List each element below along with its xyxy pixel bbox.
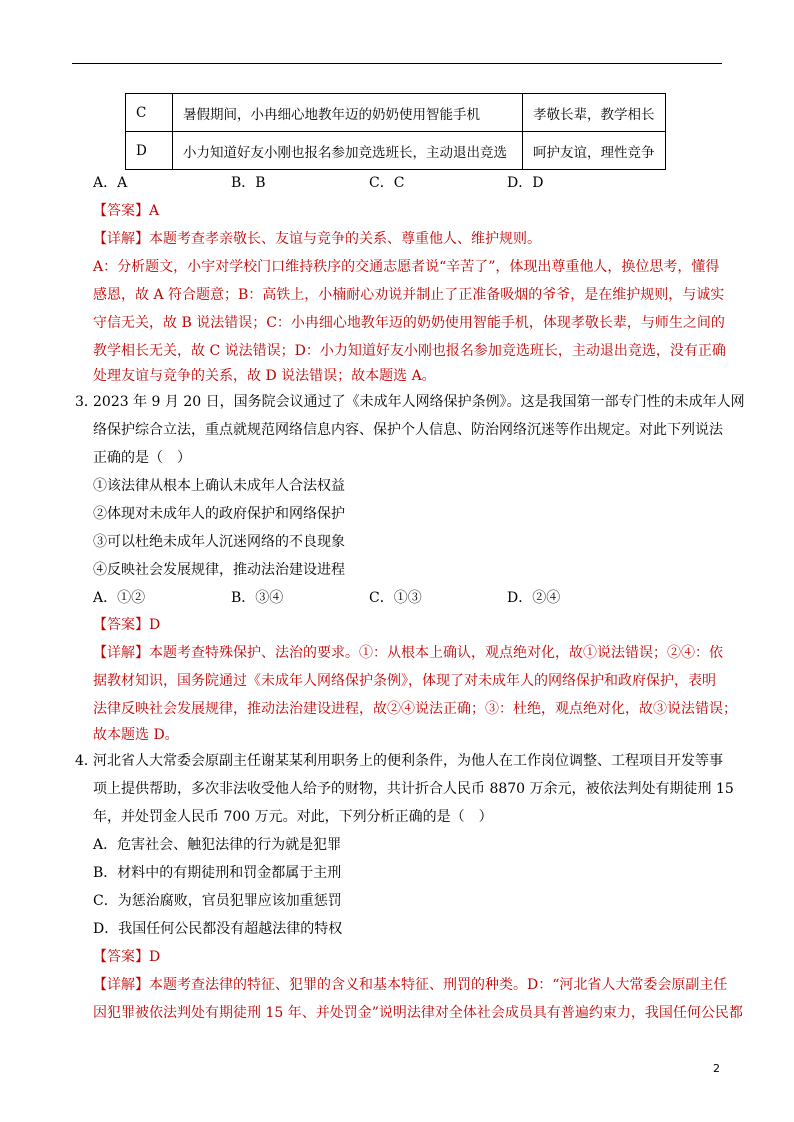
table-row (126, 132, 666, 170)
q4-detail-line: 因犯罪被依法判处有期徒刑 15 年、并处罚金”说明法律对全体社会成员具有普遍约束力，我国任何公民都 (93, 1005, 743, 1021)
table-cell-value: 孝敬长辈，教学相长 (523, 94, 666, 132)
q3-stem-line: 正确的是（ ） (93, 450, 191, 466)
q3-detail-line: 法律反映社会发展规律，推动法治建设进程，故②④说法正确；③：杜绝，观点绝对化，故③说法错误； (93, 701, 737, 717)
q3-answer: 【答案】D (93, 617, 161, 633)
q3-option: ①该法律从根本上确认未成年人合法权益 (93, 478, 345, 494)
q3-detail-line: 故本题选 D。 (93, 727, 179, 743)
q4-option: B．材料中的有期徒刑和罚金都属于主刑 (93, 865, 342, 881)
q3-choices (93, 588, 645, 608)
choice-d: D．②④ (507, 590, 561, 606)
q3-number: 3． (75, 394, 98, 410)
table-cell-event: 暑假期间，小冉细心地教年迈的奶奶使用智能手机 (173, 94, 523, 132)
q4-detail-line: 【详解】本题考查法律的特征、犯罪的含义和基本特征、刑罚的种类。D：“河北省人大常委会原副主任 (93, 977, 728, 993)
q2-detail-line: A：分析题文，小宇对学校门口维持秩序的交通志愿者说“辛苦了”，体现出尊重他人，换位思考，懂得 (93, 259, 720, 275)
q2-answer: 【答案】A (93, 203, 160, 219)
q4-stem-line: 河北省人大常委会原副主任谢某某利用职务上的便利条件，为他人在工作岗位调整、工程项目开发等事 (93, 753, 723, 769)
q3-option: ③可以杜绝未成年人沉迷网络的不良现象 (93, 534, 345, 550)
choice-a: A．①② (93, 590, 146, 606)
q2-detail-line: 守信无关，故 B 说法错误；C：小冉细心地教年迈的奶奶使用智能手机，体现孝敬长辈，与师生之间的 (93, 315, 725, 331)
choice-a: A．A (93, 175, 128, 191)
q3-option: ④反映社会发展规律，推动法治建设进程 (93, 562, 345, 578)
table-cell-event: 小力知道好友小刚也报名参加竞选班长，主动退出竞选 (173, 132, 523, 170)
q2-detail-line: 教学相长无关，故 C 说法错误；D：小力知道好友小刚也报名参加竞选班长，主动退出竞选，没有正确 (93, 343, 726, 359)
q3-option: ②体现对未成年人的政府保护和网络保护 (93, 506, 345, 522)
table-cell-letter: D (126, 132, 173, 170)
q2-choices (93, 173, 645, 193)
choice-d: D．D (507, 175, 544, 191)
header-rule (72, 63, 722, 64)
q4-stem-line: 年，并处罚金人民币 700 万元。对此，下列分析正确的是（ ） (93, 809, 493, 825)
choice-c: C．C (369, 175, 405, 191)
q4-option: C．为惩治腐败，官员犯罪应该加重惩罚 (93, 893, 342, 909)
table-cell-value: 呵护友谊，理性竞争 (523, 132, 666, 170)
q2-detail-line: 感恩，故 A 符合题意；B：高铁上，小楠耐心劝说并制止了正准备吸烟的爷爷，是在维护规则，与诚实 (93, 287, 725, 303)
q4-number: 4． (75, 753, 98, 769)
page-number: 2 (713, 1062, 720, 1075)
q3-detail-line: 【详解】本题考查特殊保护、法治的要求。①：从根本上确认，观点绝对化，故①说法错误；②④：依 (93, 645, 723, 661)
q4-answer: 【答案】D (93, 949, 161, 965)
q4-option: D．我国任何公民都没有超越法律的特权 (93, 921, 343, 937)
options-table (125, 93, 666, 170)
table-cell-letter: C (126, 94, 173, 132)
table-row (126, 94, 666, 132)
q4-stem-line: 项上提供帮助，多次非法收受他人给予的财物，共计折合人民币 8870 万余元，被依法判处有期徒刑 15 (93, 781, 734, 797)
choice-c: C．①③ (369, 590, 422, 606)
q3-stem-line: 络保护综合立法，重点就规范网络信息内容、保护个人信息、防治网络沉迷等作出规定。对此下列说法 (93, 422, 723, 438)
q3-stem-line: 2023 年 9 月 20 日，国务院会议通过了《未成年人网络保护条例》。这是我国第一部专门性的未成年人网 (93, 394, 745, 410)
choice-b: B．③④ (231, 590, 284, 606)
q3-detail-line: 据教材知识，国务院通过《未成年人网络保护条例》，体现了对未成年人的网络保护和政府保护，表明 (93, 673, 716, 689)
choice-b: B．B (231, 175, 266, 191)
q4-option: A．危害社会、触犯法律的行为就是犯罪 (93, 837, 342, 853)
q2-detail-line: 处理友谊与竞争的关系，故 D 说法错误；故本题选 A。 (93, 368, 436, 384)
q2-detail-line: 【详解】本题考查孝亲敬长、友谊与竞争的关系、尊重他人、维护规则。 (93, 231, 541, 247)
